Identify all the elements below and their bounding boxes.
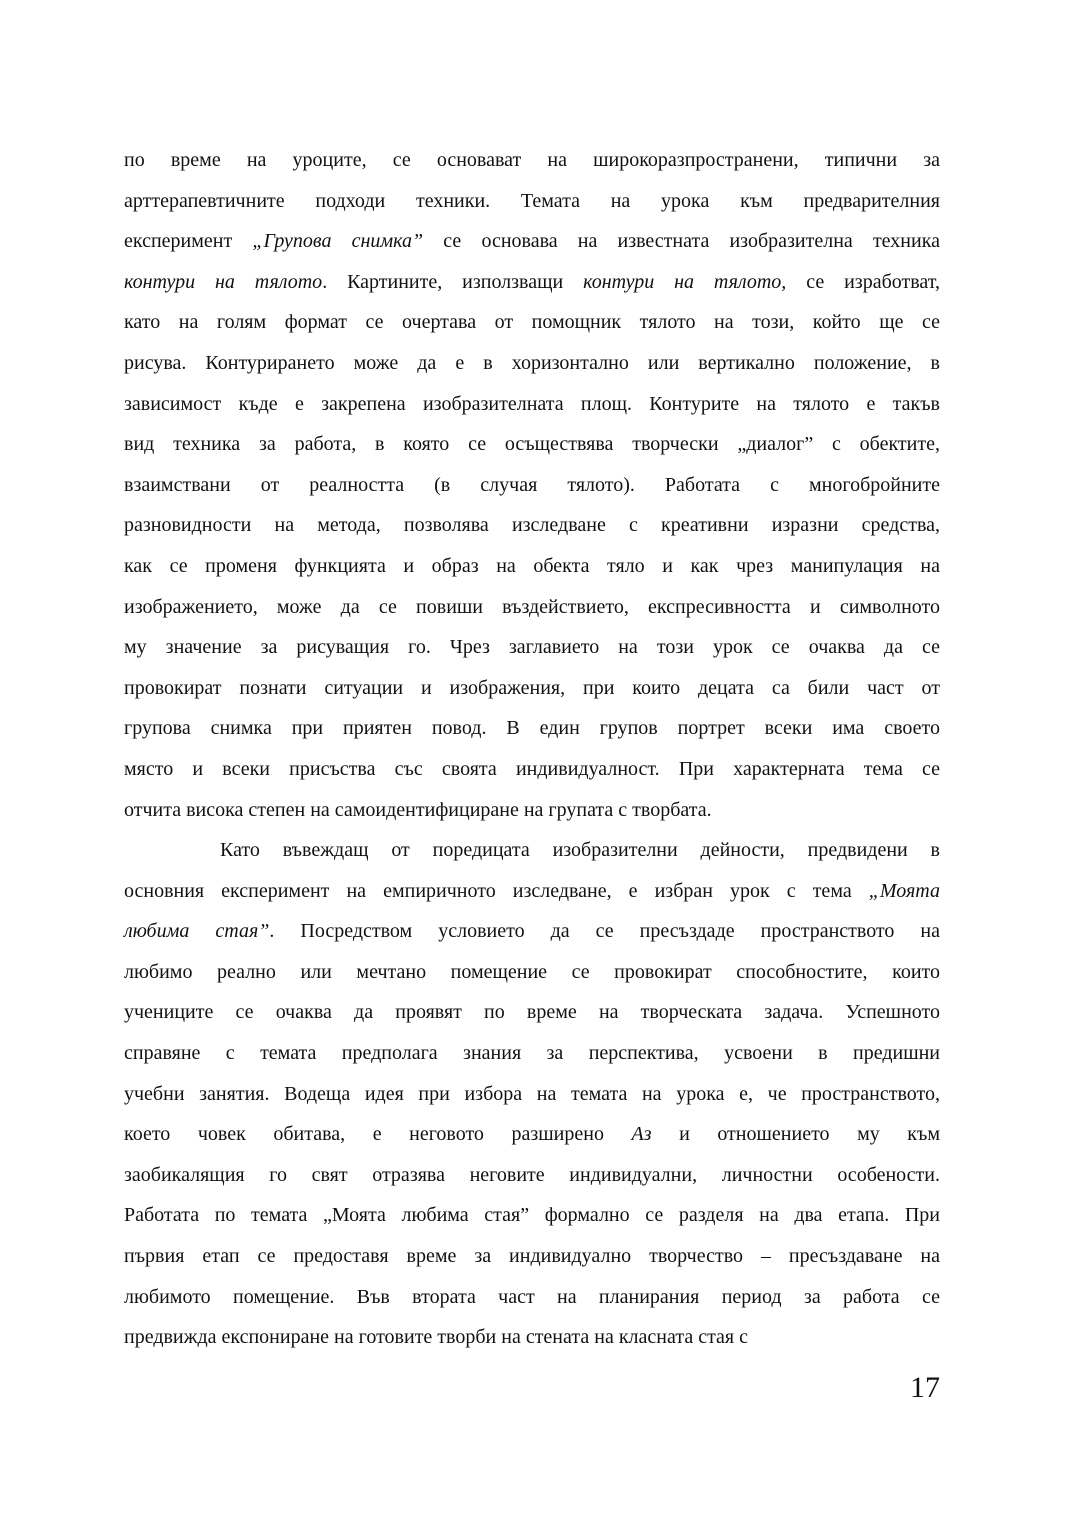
text-run: първия етап се предоставя време за индивидуално творчество – пресъздаване на bbox=[124, 1245, 940, 1268]
italic-text: контури на тялото bbox=[124, 270, 323, 293]
text-line bbox=[124, 221, 940, 262]
text-run: и отношението му към bbox=[651, 1123, 941, 1146]
text-run: . Посредством условието да се пресъздаде пространството на bbox=[269, 920, 941, 943]
italic-text: Аз bbox=[631, 1123, 652, 1146]
text-line bbox=[124, 830, 940, 871]
text-run: Работата по темата „Моята любима стая” формално се разделя на два етапа. При bbox=[124, 1204, 940, 1227]
text-run: учениците се очаква да проявят по време на творческата задача. Успешното bbox=[124, 1001, 940, 1024]
text-run: вид техника за работа, в която се осъществява творчески „диалог” с обектите, bbox=[124, 433, 940, 456]
text-line bbox=[124, 749, 940, 790]
text-run: изображението, може да се повиши въздействието, експресивността и символното bbox=[124, 595, 940, 618]
text-line bbox=[124, 424, 940, 465]
text-run: отчита висока степен на самоидентифициране на групата с творбата. bbox=[124, 798, 712, 821]
text-run: учебни занятия. Водеща идея при избора на темата на урока е, че пространството, bbox=[124, 1082, 940, 1105]
text-run: . Картините, използващи bbox=[322, 270, 584, 293]
body-text bbox=[124, 140, 940, 1358]
italic-text: „Моята bbox=[868, 879, 940, 902]
text-line bbox=[124, 871, 940, 912]
text-run: рисува. Контурирането може да е в хоризонтално или вертикално положение, в bbox=[124, 351, 940, 374]
text-line bbox=[124, 992, 940, 1033]
text-line bbox=[124, 1155, 940, 1196]
text-run: по време на уроците, се основават на широкоразпространени, типични за bbox=[124, 149, 940, 171]
text-run: заобикалящия го свят отразява неговите индивидуални, личностни особености. bbox=[124, 1163, 940, 1186]
text-line bbox=[124, 262, 940, 303]
text-line bbox=[124, 1033, 940, 1074]
text-line bbox=[124, 140, 940, 181]
text-line bbox=[124, 1317, 940, 1358]
text-run: му значение за рисуващия го. Чрез заглавието на този урок се очаква да се bbox=[124, 636, 940, 659]
text-run: зависимост къде е закрепена изобразителната площ. Контурите на тялото е такъв bbox=[124, 392, 940, 415]
text-line bbox=[124, 505, 940, 546]
text-run: разновидности на метода, позволява изследване с креативни изразни средства, bbox=[124, 514, 940, 537]
text-run: Като въвеждащ от поредицата изобразителни дейности, предвидени в bbox=[220, 839, 940, 862]
text-line bbox=[124, 587, 940, 628]
text-line bbox=[124, 952, 940, 993]
text-line bbox=[124, 1074, 940, 1115]
text-line bbox=[124, 708, 940, 749]
text-run: любимото помещение. Във втората част на планирания период за работа се bbox=[124, 1285, 940, 1308]
text-run: взаимствани от реалността (в случая тялото). Работата с многобройните bbox=[124, 473, 940, 496]
text-run: групова снимка при приятен повод. В един групов портрет всеки има своето bbox=[124, 717, 940, 740]
text-run: предвижда експониране на готовите творби на стената на класната стая с bbox=[124, 1326, 749, 1349]
text-line bbox=[124, 790, 940, 831]
text-line bbox=[124, 546, 940, 587]
text-line bbox=[124, 1236, 940, 1277]
text-run: място и всеки присъства със своята индивидуалност. При характерната тема се bbox=[124, 757, 940, 780]
text-line bbox=[124, 668, 940, 709]
text-line bbox=[124, 302, 940, 343]
text-line bbox=[124, 1114, 940, 1155]
text-run: справяне с темата предполага знания за перспектива, усвоени в предишни bbox=[124, 1042, 940, 1065]
text-run: се изработват, bbox=[786, 270, 941, 293]
text-run: като на голям формат се очертава от помощник тялото на този, който ще се bbox=[124, 311, 940, 334]
text-run: се основава на известната изобразителна техника bbox=[423, 230, 940, 253]
text-line bbox=[124, 627, 940, 668]
text-run: провокират познати ситуации и изображения, при които децата са били част от bbox=[124, 676, 940, 699]
italic-text: „Групова снимка” bbox=[252, 230, 424, 253]
italic-text: любима стая” bbox=[124, 920, 270, 943]
text-run: което човек обитава, е неговото разширено bbox=[124, 1123, 632, 1146]
text-run: как се променя функцията и образ на обекта тяло и как чрез манипулация на bbox=[124, 554, 940, 577]
text-line bbox=[124, 1195, 940, 1236]
text-line bbox=[124, 343, 940, 384]
text-run: арттерапевтичните подходи техники. Темата на урока към предварителния bbox=[124, 189, 940, 212]
italic-text: контури на тялото, bbox=[583, 270, 787, 293]
text-run: любимо реално или мечтано помещение се провокират способностите, които bbox=[124, 960, 940, 983]
text-line bbox=[124, 384, 940, 425]
text-line bbox=[124, 181, 940, 222]
text-run: експеримент bbox=[124, 230, 253, 253]
text-line bbox=[124, 911, 940, 952]
text-run: основния експеримент на емпиричното изследване, е избран урок с тема bbox=[124, 879, 869, 902]
page-number: 17 bbox=[910, 1371, 940, 1404]
text-line bbox=[124, 1277, 940, 1318]
text-line bbox=[124, 465, 940, 506]
